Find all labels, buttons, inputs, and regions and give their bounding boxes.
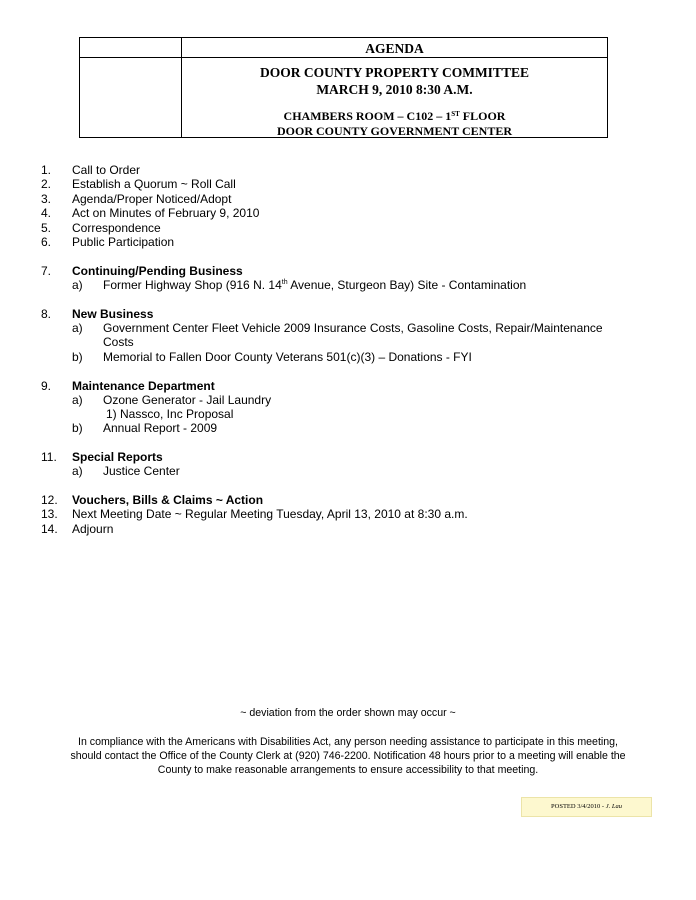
ada-notice-line: County to make reasonable arrangements to ensure accessibility to that meeting. (157, 764, 539, 776)
ada-notice-line: should contact the Office of the County Clerk at (920) 746-2200. Notification 48 hours prior to a meeting will enable the (70, 750, 626, 762)
agenda-title: AGENDA (182, 38, 607, 58)
committee-name: DOOR COUNTY PROPERTY COMMITTEE (260, 65, 529, 80)
meeting-location: CHAMBERS ROOM – C102 – 1ST FLOOR (283, 109, 506, 123)
posted-stamp: POSTED 3/4/2010 - J. Lau (521, 797, 652, 817)
agenda-header-table (79, 37, 608, 138)
ada-notice-line: In compliance with the Americans with Disabilities Act, any person needing assistance to participate in this meeting, (78, 736, 618, 748)
deviation-note: ~ deviation from the order shown may occur ~ (240, 707, 456, 719)
meeting-building: DOOR COUNTY GOVERNMENT CENTER (276, 124, 513, 138)
header-empty-cell (80, 38, 182, 58)
meeting-date-time: MARCH 9, 2010 8:30 A.M. (316, 82, 473, 97)
header-empty-cell (80, 58, 182, 137)
